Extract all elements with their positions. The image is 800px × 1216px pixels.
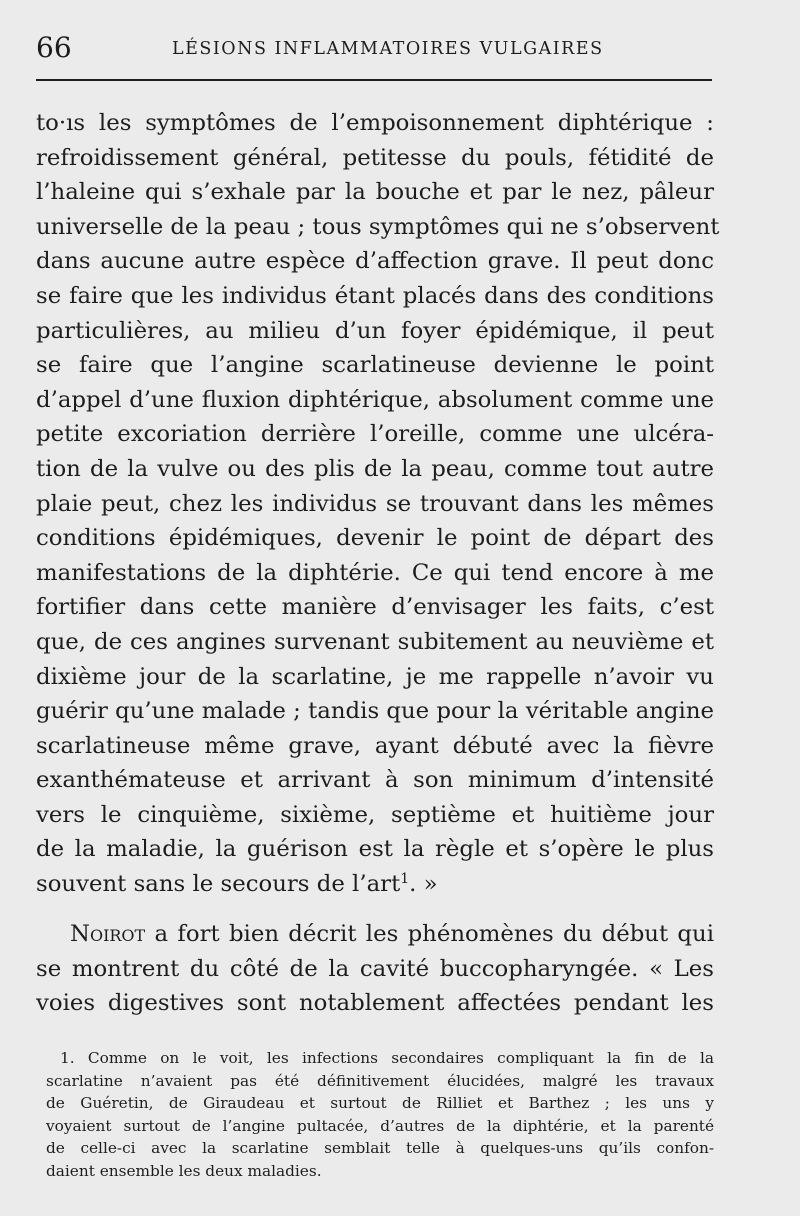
paragraph-2 xyxy=(36,917,714,1021)
first-line-rest: a fort bien décrit les phénomènes du début qui xyxy=(145,921,714,947)
page-number: 66 xyxy=(36,31,72,64)
text-line: se faire que les individus étant placés dans des conditions xyxy=(36,282,714,309)
running-title: LÉSIONS INFLAMMATOIRES VULGAIRES xyxy=(172,39,604,59)
text-line: que, de ces angines survenant subitement au neuvième et xyxy=(36,628,714,655)
text-line: manifestations de la diphtérie. Ce qui tend encore à me xyxy=(36,559,714,586)
last-line-end: . » xyxy=(409,871,438,898)
header-rule xyxy=(36,79,712,81)
text-line: d’appel d’une fluxion diphtérique, absolument comme une xyxy=(36,386,714,413)
footnote-line: scarlatine n’avaient pas été définitivement élucidées, malgré les travaux xyxy=(46,1071,714,1090)
footnote-line-last: daient ensemble les deux maladies. xyxy=(46,1161,322,1180)
text-line: exanthémateuse et arrivant à son minimum d’intensité xyxy=(36,767,714,794)
footnote-reference: 1 xyxy=(400,871,410,888)
text-line: de la maladie, la guérison est la règle et s’opère le plus xyxy=(36,836,714,863)
paragraph-1 xyxy=(36,106,720,902)
footnote-line: de Guéretin, de Giraudeau et surtout de Rilliet et Barthez ; les uns y xyxy=(46,1094,714,1113)
text-line: vers le cinquième, sixième, septième et huitième jour xyxy=(36,801,714,828)
text-line: petite excoriation derrière l’oreille, comme une ulcéra- xyxy=(36,421,714,448)
text-line: se montrent du côté de la cavité buccopharyngée. « Les xyxy=(36,955,714,982)
footnote-line: de celle-ci avec la scarlatine semblait telle à quelques-uns qu’ils confon- xyxy=(46,1139,714,1158)
text-line: scarlatineuse même grave, ayant débuté avec la fièvre xyxy=(36,732,714,759)
text-line: voies digestives sont notablement affectées pendant les xyxy=(36,990,714,1017)
author-name: Noirot xyxy=(70,921,146,947)
page-header xyxy=(36,30,712,66)
last-line-text: souvent sans le secours de l’art xyxy=(36,871,401,898)
text-line: se faire que l’angine scarlatineuse devienne le point xyxy=(36,352,714,379)
text-line: fortifier dans cette manière d’envisager les faits, c’est xyxy=(36,594,714,621)
text-line: refroidissement général, petitesse du pouls, fétidité de xyxy=(36,144,714,171)
footnote-line: 1. Comme on le voit, les infections secondaires compliquant la fin de la xyxy=(60,1049,714,1067)
footnote-line: voyaient surtout de l’angine pultacée, d’autres de la diphtérie, et la parenté xyxy=(46,1116,714,1135)
text-line: universelle de la peau ; tous symptômes qui ne s’observent xyxy=(36,213,720,240)
text-line: l’haleine qui s’exhale par la bouche et par le nez, pâleur xyxy=(36,179,714,206)
text-line: plaie peut, chez les individus se trouvant dans les mêmes xyxy=(36,490,714,517)
text-line-first xyxy=(36,917,714,952)
text-line: conditions épidémiques, devenir le point de départ des xyxy=(36,525,714,552)
text-line: to·ıs les symptômes de l’empoisonnement diphtérique : xyxy=(36,110,714,136)
footnotes xyxy=(46,1047,714,1183)
text-line: dans aucune autre espèce d’affection grave. Il peut donc xyxy=(36,248,714,275)
text-line: guérir qu’une malade ; tandis que pour la véritable angine xyxy=(36,698,714,725)
text-line: tion de la vulve ou des plis de la peau, comme tout autre xyxy=(36,455,714,482)
text-line: dixième jour de la scarlatine, je me rappelle n’avoir vu xyxy=(36,663,714,690)
text-line-last xyxy=(36,867,714,902)
text-line: particulières, au milieu d’un foyer épidémique, il peut xyxy=(36,317,714,344)
